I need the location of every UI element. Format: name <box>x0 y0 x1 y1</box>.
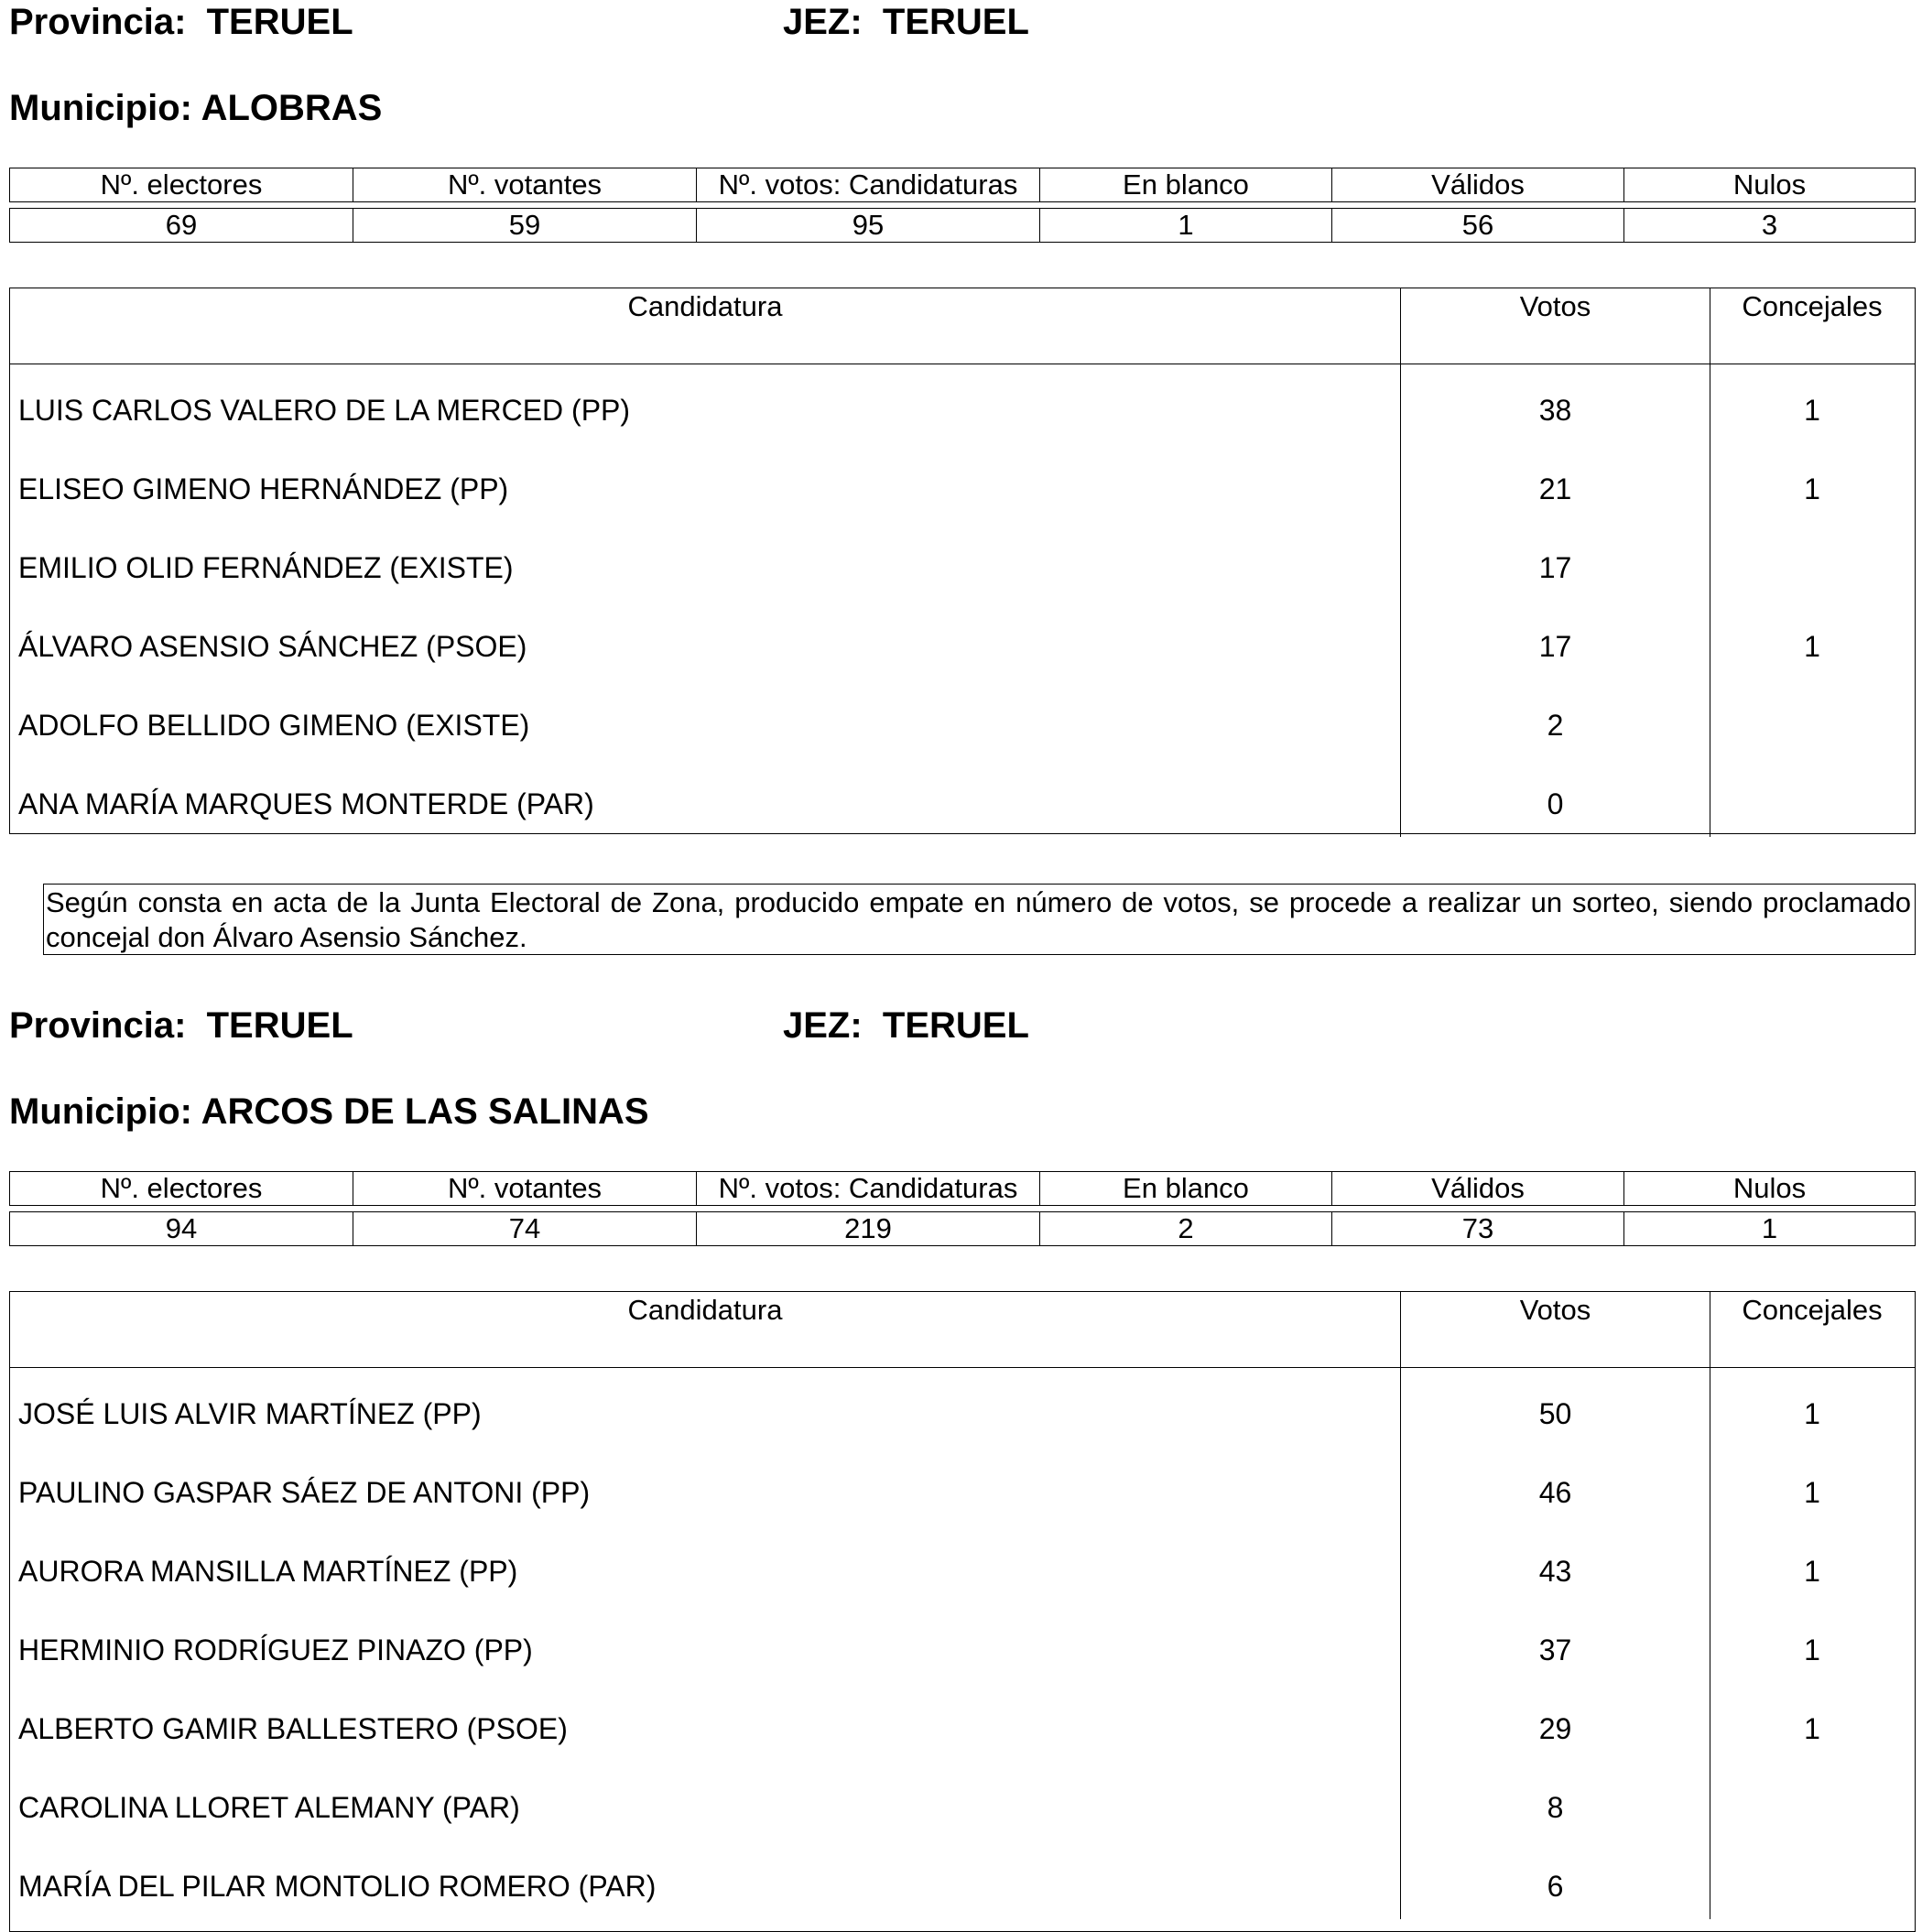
table-row <box>10 1447 1915 1525</box>
candidate-concejales: 1 <box>1804 1397 1820 1430</box>
table-row <box>10 364 1915 443</box>
candidate-votos: 37 <box>1401 1604 1710 1683</box>
candidate-name: MARÍA DEL PILAR MONTOLIO ROMERO (PAR) <box>10 1840 1401 1919</box>
header-concejales: Concejales <box>1742 290 1883 322</box>
stats-header-validos: Válidos <box>1331 1171 1623 1206</box>
stats-value-votos-candidaturas: 95 <box>696 208 1039 243</box>
table-row <box>10 1762 1915 1840</box>
table-row <box>10 522 1915 601</box>
candidate-votos: 2 <box>1401 679 1710 758</box>
table-row <box>10 1840 1915 1919</box>
candidate-name: CAROLINA LLORET ALEMANY (PAR) <box>10 1762 1401 1840</box>
candidate-concejales: 1 <box>1804 1476 1820 1509</box>
candidate-name: EMILIO OLID FERNÁNDEZ (EXISTE) <box>10 522 1401 601</box>
stats-header-en-blanco: En blanco <box>1039 1171 1331 1206</box>
stats-header-row <box>9 1171 1916 1206</box>
stats-value-validos: 56 <box>1331 208 1623 243</box>
candidates-table <box>9 288 1916 834</box>
stats-header-row <box>9 168 1916 202</box>
stats-value-votantes: 74 <box>353 1211 696 1246</box>
candidates-table <box>9 1291 1916 1932</box>
candidate-votos: 46 <box>1401 1447 1710 1525</box>
candidate-concejales <box>1710 1840 1914 1919</box>
candidate-name: ANA MARÍA MARQUES MONTERDE (PAR) <box>10 758 1401 837</box>
stats-value-nulos: 3 <box>1623 208 1916 243</box>
table-row <box>10 1368 1915 1447</box>
candidate-name: ELISEO GIMENO HERNÁNDEZ (PP) <box>10 443 1401 522</box>
stats-value-row <box>9 208 1916 243</box>
candidate-votos: 8 <box>1401 1762 1710 1840</box>
candidate-votos: 0 <box>1401 758 1710 837</box>
candidate-votos: 17 <box>1401 601 1710 679</box>
stats-value-row <box>9 1211 1916 1246</box>
stats-value-electores: 94 <box>9 1211 353 1246</box>
stats-header-votantes: Nº. votantes <box>353 1171 696 1206</box>
stats-value-votos-candidaturas: 219 <box>696 1211 1039 1246</box>
table-row <box>10 1525 1915 1604</box>
stats-value-validos: 73 <box>1331 1211 1623 1246</box>
stats-header-nulos: Nulos <box>1623 1171 1916 1206</box>
candidate-name: ALBERTO GAMIR BALLESTERO (PSOE) <box>10 1683 1401 1762</box>
candidate-name: ADOLFO BELLIDO GIMENO (EXISTE) <box>10 679 1401 758</box>
stats-header-votos-candidaturas: Nº. votos: Candidaturas <box>696 168 1039 202</box>
candidate-name: PAULINO GASPAR SÁEZ DE ANTONI (PP) <box>10 1447 1401 1525</box>
candidate-name: JOSÉ LUIS ALVIR MARTÍNEZ (PP) <box>10 1368 1401 1447</box>
stats-value-en-blanco: 2 <box>1039 1211 1331 1246</box>
candidate-name: LUIS CARLOS VALERO DE LA MERCED (PP) <box>10 364 1401 443</box>
stats-header-votantes: Nº. votantes <box>353 168 696 202</box>
header-votos: Votos <box>1401 1292 1710 1367</box>
municipio-label: Municipio: ARCOS DE LAS SALINAS <box>9 1091 649 1132</box>
table-row <box>10 1604 1915 1683</box>
stats-value-electores: 69 <box>9 208 353 243</box>
candidate-votos: 50 <box>1401 1368 1710 1447</box>
candidate-votos: 38 <box>1401 364 1710 443</box>
jez-label: JEZ: TERUEL <box>783 2 1029 42</box>
municipio-label: Municipio: ALOBRAS <box>9 88 383 128</box>
header-candidatura: Candidatura <box>10 1292 1401 1367</box>
candidate-concejales <box>1710 679 1914 758</box>
candidate-concejales <box>1710 758 1914 837</box>
stats-header-votos-candidaturas: Nº. votos: Candidaturas <box>696 1171 1039 1206</box>
candidate-name: ÁLVARO ASENSIO SÁNCHEZ (PSOE) <box>10 601 1401 679</box>
candidates-header-row <box>10 1292 1915 1368</box>
header-concejales: Concejales <box>1742 1294 1883 1326</box>
stats-value-votantes: 59 <box>353 208 696 243</box>
candidates-header-row <box>10 288 1915 364</box>
candidate-concejales: 1 <box>1804 1712 1820 1745</box>
candidate-name: HERMINIO RODRÍGUEZ PINAZO (PP) <box>10 1604 1401 1683</box>
candidate-concejales: 1 <box>1804 630 1820 663</box>
candidate-votos: 6 <box>1401 1840 1710 1919</box>
candidate-votos: 21 <box>1401 443 1710 522</box>
candidate-votos: 43 <box>1401 1525 1710 1604</box>
candidate-votos: 29 <box>1401 1683 1710 1762</box>
candidate-concejales: 1 <box>1804 472 1820 505</box>
stats-header-nulos: Nulos <box>1623 168 1916 202</box>
table-row <box>10 679 1915 758</box>
header-votos: Votos <box>1401 288 1710 364</box>
stats-header-en-blanco: En blanco <box>1039 168 1331 202</box>
candidate-concejales <box>1710 522 1914 601</box>
candidate-votos: 17 <box>1401 522 1710 601</box>
stats-header-validos: Válidos <box>1331 168 1623 202</box>
table-row <box>10 758 1915 837</box>
header-candidatura: Candidatura <box>10 288 1401 364</box>
stats-value-nulos: 1 <box>1623 1211 1916 1246</box>
provincia-label: Provincia: TERUEL <box>9 2 353 42</box>
jez-label: JEZ: TERUEL <box>783 1005 1029 1046</box>
table-row <box>10 1683 1915 1762</box>
tie-break-note: Según consta en acta de la Junta Electoral de Zona, producido empate en número de votos, se procede a realizar un sorteo, siendo proclamado concejal don Álvaro Asensio Sánchez. <box>43 884 1916 955</box>
candidate-concejales: 1 <box>1804 394 1820 427</box>
table-row <box>10 443 1915 522</box>
candidate-concejales: 1 <box>1804 1555 1820 1588</box>
stats-value-en-blanco: 1 <box>1039 208 1331 243</box>
table-row <box>10 601 1915 679</box>
stats-header-electores: Nº. electores <box>9 1171 353 1206</box>
provincia-label: Provincia: TERUEL <box>9 1005 353 1046</box>
candidate-name: AURORA MANSILLA MARTÍNEZ (PP) <box>10 1525 1401 1604</box>
candidate-concejales: 1 <box>1804 1634 1820 1666</box>
candidate-concejales <box>1710 1762 1914 1840</box>
stats-header-electores: Nº. electores <box>9 168 353 202</box>
